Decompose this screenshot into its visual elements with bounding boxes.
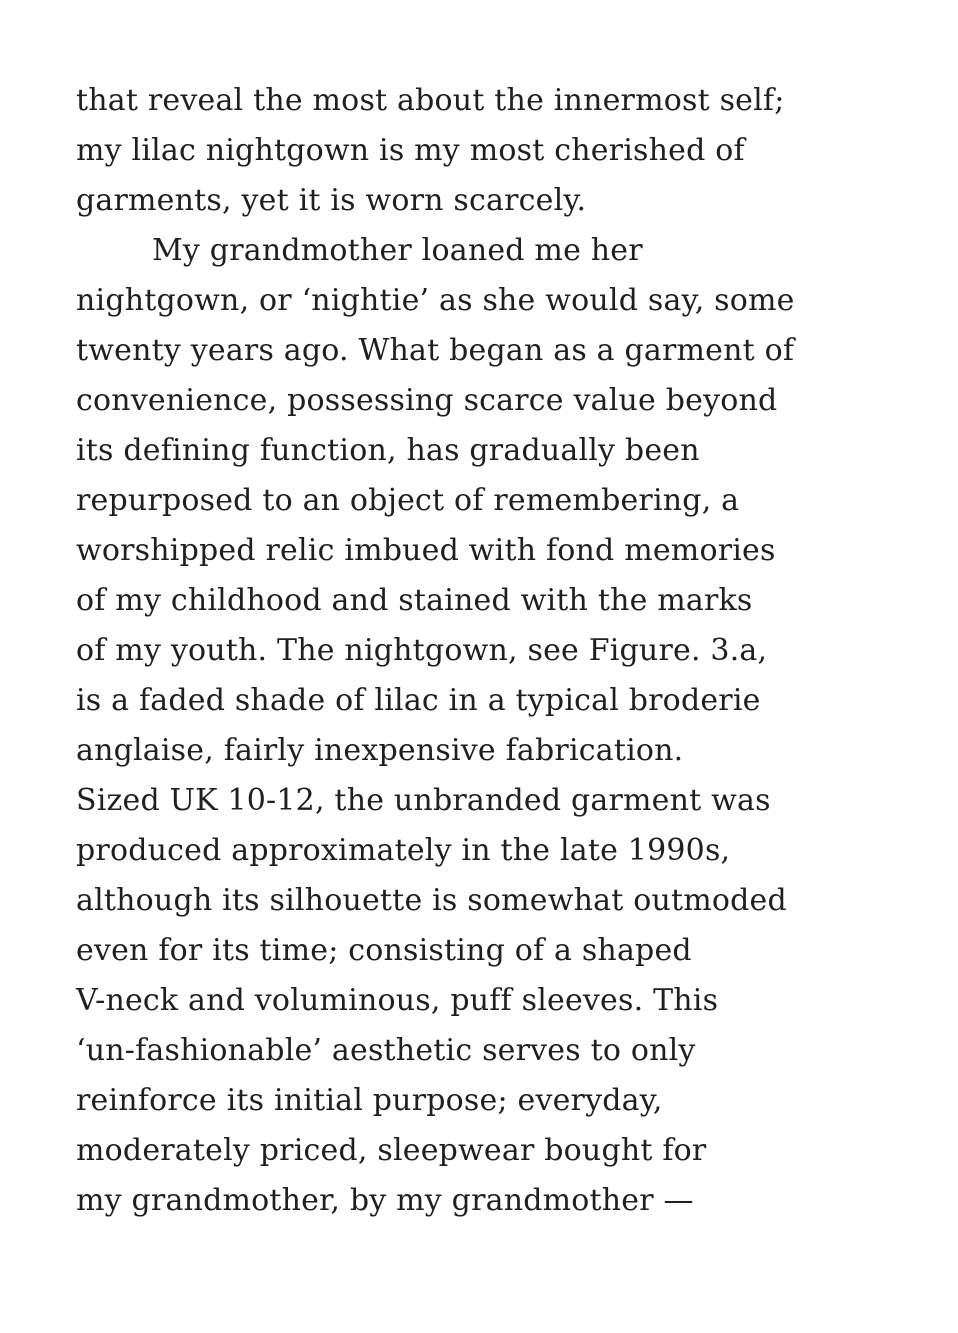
- text-line: of my childhood and stained with the marks: [76, 583, 753, 618]
- body-text: [76, 76, 896, 1226]
- text-line: produced approximately in the late 1990s,: [76, 833, 731, 868]
- text-line: garments, yet it is worn scarcely.: [76, 183, 587, 218]
- text-line: my grandmother, by my grandmother —: [76, 1183, 694, 1218]
- text-line: convenience, possessing scarce value beyond: [76, 383, 778, 418]
- text-line: my lilac nightgown is my most cherished of: [76, 133, 745, 168]
- text-line: that reveal the most about the innermost self;: [76, 83, 785, 118]
- text-line: reinforce its initial purpose; everyday,: [76, 1083, 663, 1118]
- text-line: anglaise, fairly inexpensive fabrication.: [76, 733, 684, 768]
- text-line: twenty years ago. What began as a garment of: [76, 333, 795, 368]
- text-line: its defining function, has gradually been: [76, 433, 700, 468]
- text-line: ‘un-fashionable’ aesthetic serves to only: [76, 1033, 696, 1068]
- text-line: moderately priced, sleepwear bought for: [76, 1133, 707, 1168]
- text-line: Sized UK 10-12, the unbranded garment was: [76, 783, 771, 818]
- text-line: is a faded shade of lilac in a typical broderie: [76, 683, 761, 718]
- paragraph-1: [76, 76, 896, 226]
- text-line: although its silhouette is somewhat outmoded: [76, 883, 787, 918]
- text-line: My grandmother loaned me her: [152, 233, 643, 268]
- text-line: repurposed to an object of remembering, a: [76, 483, 740, 518]
- paragraph-2: [76, 226, 896, 1226]
- text-line: nightgown, or ‘nightie’ as she would say, some: [76, 283, 795, 318]
- text-line: worshipped relic imbued with fond memories: [76, 533, 776, 568]
- text-line: V-neck and voluminous, puff sleeves. This: [76, 983, 719, 1018]
- text-line: of my youth. The nightgown, see Figure. 3.a,: [76, 633, 768, 668]
- text-line: even for its time; consisting of a shaped: [76, 933, 692, 968]
